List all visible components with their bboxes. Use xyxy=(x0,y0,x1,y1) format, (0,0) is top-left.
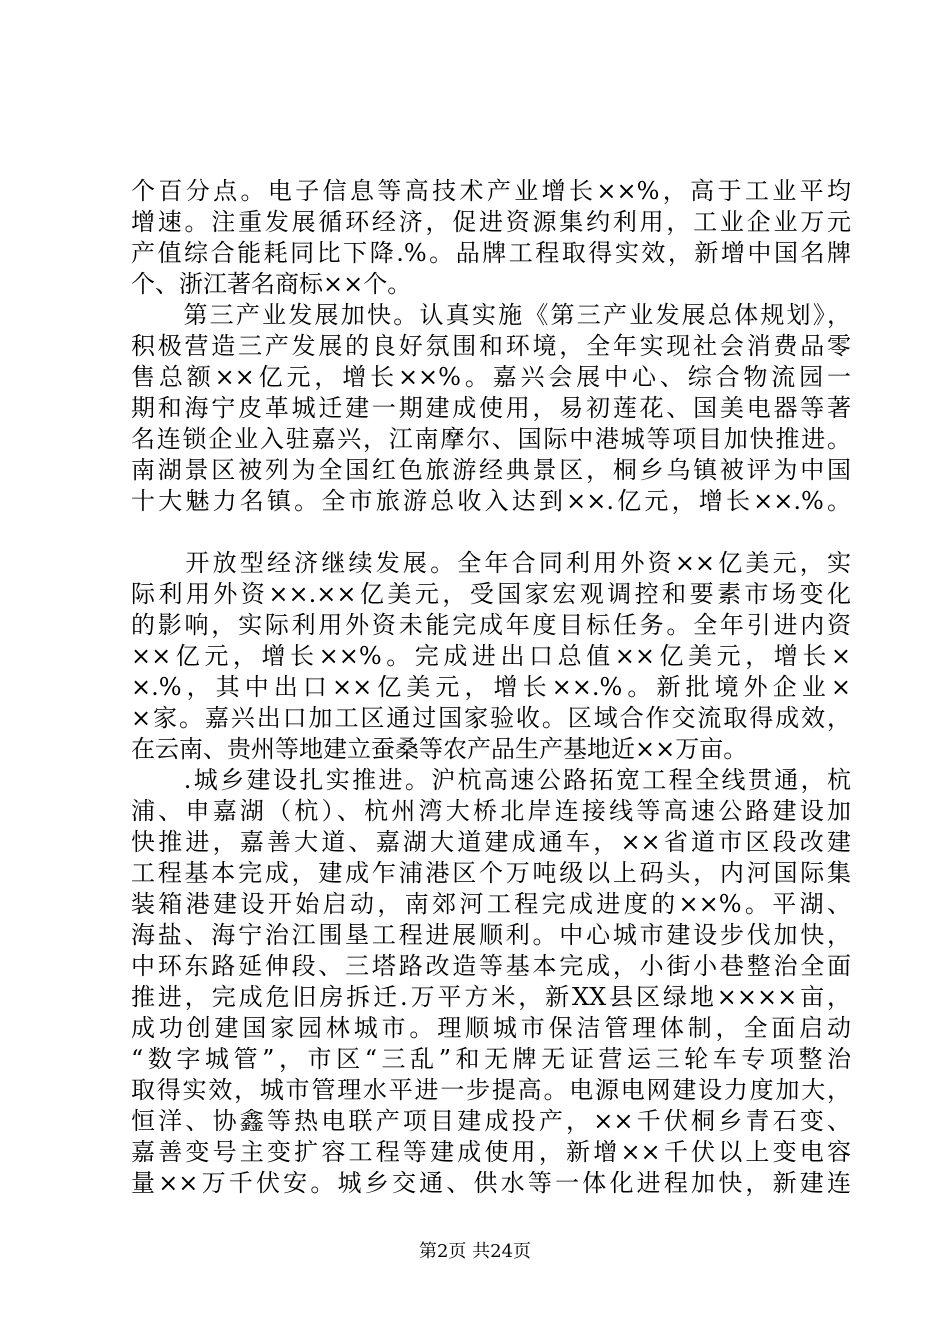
text-line: 在云南、贵州等地建立蚕桑等农产品生产基地近××万亩。 xyxy=(131,735,748,763)
document-body xyxy=(131,176,851,1199)
text-line: 量××万千伏安。城乡交通、供水等一体化进程加快，新建连 xyxy=(131,1169,851,1197)
text-line: 积极营造三产发展的良好氛围和环境，全年实现社会消费品零 xyxy=(131,332,851,360)
text-line: 售总额××亿元，增长××%。嘉兴会展中心、综合物流园一 xyxy=(131,363,851,391)
text-line: 际利用外资××.××亿美元，受国家宏观调控和要素市场变化 xyxy=(131,580,851,608)
text-line: 装箱港建设开始启动，南郊河工程完成进度的××%。平湖、 xyxy=(131,890,851,918)
text-line: 开放型经济继续发展。全年合同利用外资××亿美元，实 xyxy=(131,549,851,577)
text-line: 南湖景区被列为全国红色旅游经典景区，桐乡乌镇被评为中国 xyxy=(131,456,851,484)
text-line: 快推进，嘉善大道、嘉湖大道建成通车，××省道市区段改建 xyxy=(131,828,851,856)
paragraph-urban-rural-construction xyxy=(131,765,851,1199)
text-line: ×.%，其中出口××亿美元，增长××.%。新批境外企业× xyxy=(131,673,851,701)
text-line: 的影响，实际利用外资未能完成年度目标任务。全年引进内资 xyxy=(131,611,851,639)
text-line: 推进，完成危旧房拆迁.万平方米，新XX县区绿地××××亩， xyxy=(131,983,851,1011)
text-line: 个、浙江著名商标××个。 xyxy=(131,270,412,298)
text-line: ××亿元，增长××%。完成进出口总值××亿美元，增长× xyxy=(131,642,851,670)
text-line: 十大魅力名镇。全市旅游总收入达到××.亿元，增长××.%。 xyxy=(131,487,851,515)
paragraph-tertiary-industry xyxy=(131,300,851,517)
paragraph-spacer xyxy=(131,517,851,548)
paragraph-industry-growth xyxy=(131,176,851,300)
text-line: 中环东路延伸段、三塔路改造等基本完成，小街小巷整治全面 xyxy=(131,952,851,980)
text-line: 成功创建国家园林城市。理顺城市保洁管理体制，全面启动 xyxy=(131,1014,851,1042)
text-line: 嘉善变号主变扩容工程等建成使用，新增××千伏以上变电容 xyxy=(131,1138,851,1166)
text-line: 名连锁企业入驻嘉兴，江南摩尔、国际中港城等项目加快推进。 xyxy=(131,425,851,453)
text-line: 个百分点。电子信息等高技术产业增长××%，高于工业平均 xyxy=(131,177,851,205)
text-line: 第三产业发展加快。认真实施《第三产业发展总体规划》， xyxy=(131,301,851,329)
text-line: 浦、申嘉湖（杭）、杭州湾大桥北岸连接线等高速公路建设加 xyxy=(131,797,851,825)
text-line: “数字城管”，市区“三乱”和无牌无证营运三轮车专项整治 xyxy=(131,1045,851,1073)
text-line: ×家。嘉兴出口加工区通过国家验收。区域合作交流取得成效， xyxy=(131,704,851,732)
text-line: 恒洋、协鑫等热电联产项目建成投产，××千伏桐乡青石变、 xyxy=(131,1107,851,1135)
text-line: .城乡建设扎实推进。沪杭高速公路拓宽工程全线贯通，杭 xyxy=(131,766,851,794)
page-number-footer: 第2页 共24页 xyxy=(418,1241,532,1262)
text-line: 工程基本完成，建成乍浦港区个万吨级以上码头，内河国际集 xyxy=(131,859,851,887)
text-line: 产值综合能耗同比下降.%。品牌工程取得实效，新增中国名牌 xyxy=(131,239,851,267)
text-line: 增速。注重发展循环经济，促进资源集约利用，工业企业万元 xyxy=(131,208,851,236)
text-line: 取得实效，城市管理水平进一步提高。电源电网建设力度加大， xyxy=(131,1076,851,1104)
text-line: 期和海宁皮革城迁建一期建成使用，易初莲花、国美电器等著 xyxy=(131,394,851,422)
paragraph-open-economy xyxy=(131,548,851,765)
text-line: 海盐、海宁治江围垦工程进展顺利。中心城市建设步伐加快， xyxy=(131,921,851,949)
